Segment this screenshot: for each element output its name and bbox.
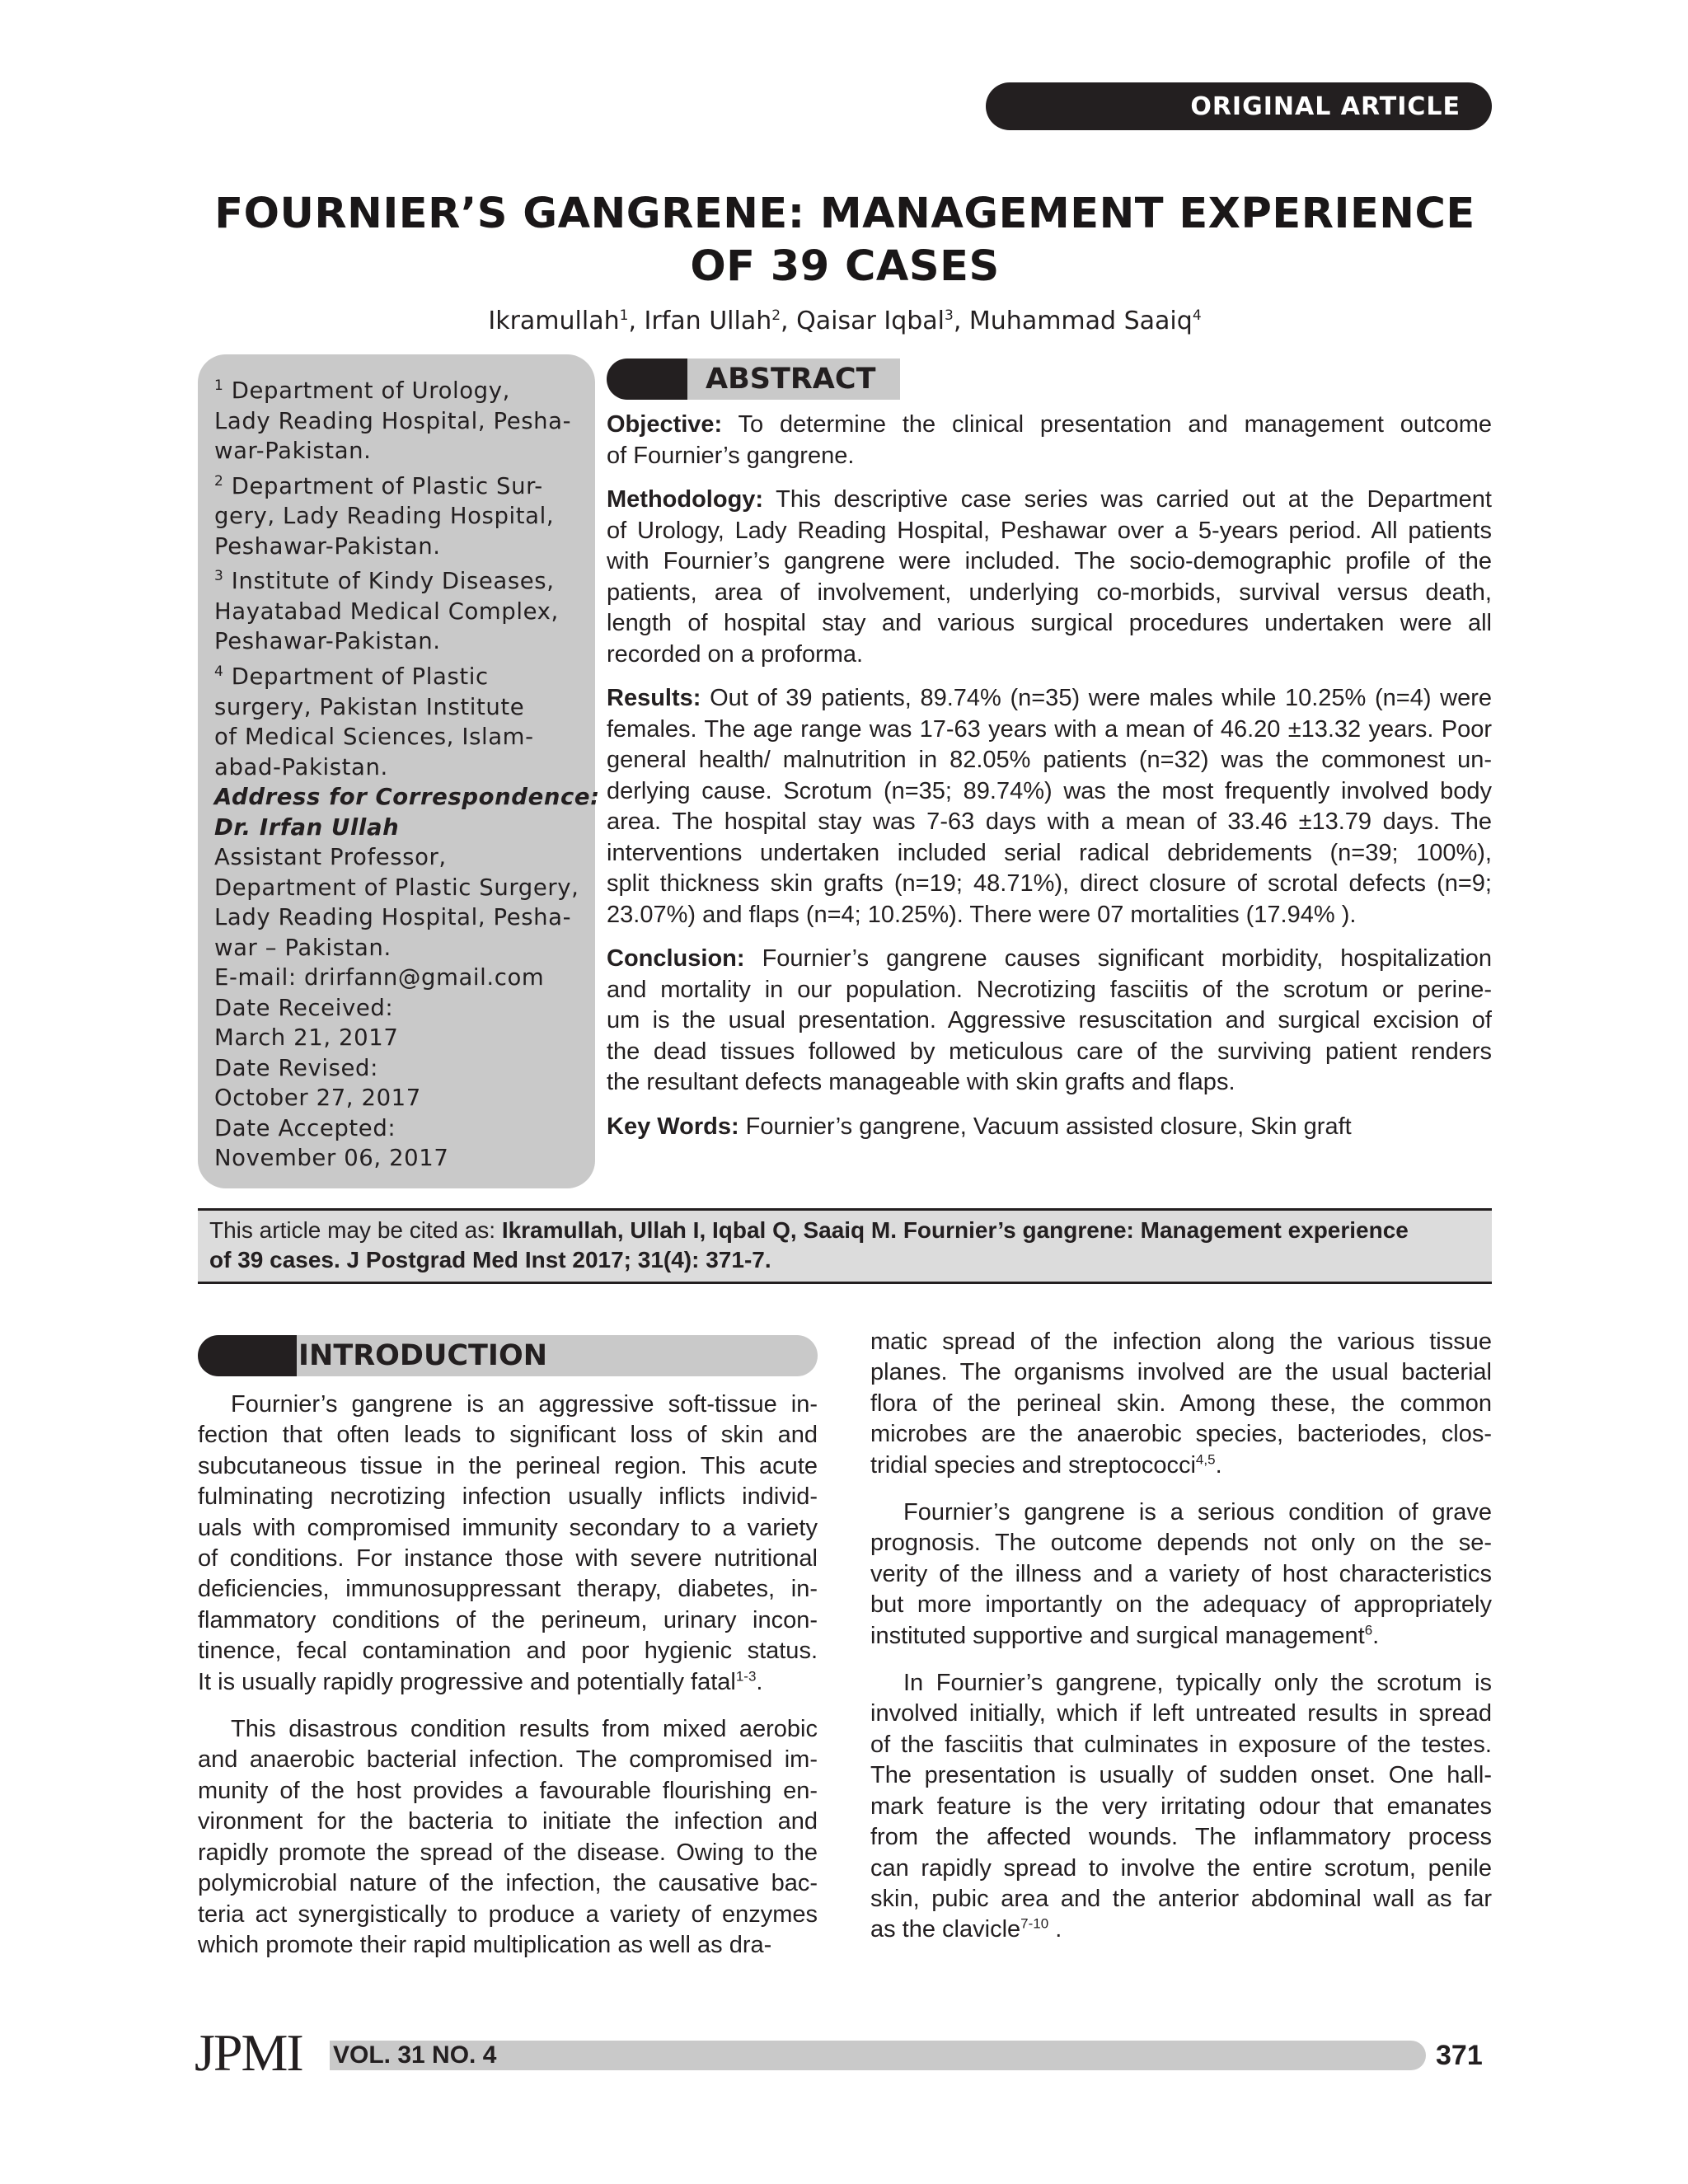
author-list: Ikramullah$^1$, Irfan Ullah$^2$, Qaisar Iqbal$^3$, Muhammad Saaiq$^4$ <box>488 307 1202 335</box>
body-paragraph: Fournier’s gangrene is a serious condition of grave prognosis. The outcome depends not only on the se- verity of the illness and a variety of host characteristics but more importantly on the adequacy of appropriately instituted supportive and surgical management$^6$. <box>870 1499 1492 1649</box>
correspondence-label: Address for Correspondence: <box>214 784 600 811</box>
body-column-right <box>870 1327 1492 1962</box>
abstract-body <box>607 410 1492 1155</box>
date-accepted: November 06, 2017 <box>214 1145 449 1172</box>
author-name: Muhammad Saaiq <box>968 307 1193 335</box>
affiliation-line: Lady Reading Hospital, Pesha- <box>214 407 572 434</box>
correspondence-line: Lady Reading Hospital, Pesha- <box>214 904 572 931</box>
correspondence-line: war – Pakistan. <box>214 934 392 961</box>
citation-box <box>198 1208 1492 1284</box>
correspondence-line: Department of Plastic Surgery, <box>214 874 579 901</box>
affiliation-line: war-Pakistan. <box>214 438 372 465</box>
title-line-1: FOURNIER’S GANGRENE: MANAGEMENT EXPERIENCE <box>214 190 1475 238</box>
affiliations-box <box>198 354 600 1188</box>
abstract-heading-label: ABSTRACT <box>706 363 876 396</box>
abstract-objective: Objective: To determine the clinical presentation and management outcome of Fournier’s gangrene. <box>607 411 1492 469</box>
date-revised: October 27, 2017 <box>214 1085 421 1112</box>
correspondence-email: E-mail: drirfann@gmail.com <box>214 964 545 991</box>
body-paragraph: Fournier’s gangrene is an aggressive soft-tissue in- fection that often leads to significant loss of skin and subcutaneous tissue in the perineal region. This acute fulminating necrotizing infection usually inflicts individ- uals with compromised immunity secondary to a variety of conditions. For instance those with severe nutritional deficiencies, immunosuppressant therapy, diabetes, in- flammatory conditions of the perineum, urinary incon- tinence, fecal contamination and poor hygienic status. It is usually rapidly progressive and potentially fatal$^{1-3}$. <box>198 1391 818 1695</box>
abstract-results: Results: Out of 39 patients, 89.74% (n=35) were males while 10.25% (n=4) were females. The age range was 17-63 years with a mean of 46.20 ±13.32 years. Poor general health/ malnutrition in 82.05% patients (n=32) was the commonest un- derlying cause. Scrotum (n=35; 89.74%) was the most frequently involved body area. The hospital stay was 7-63 days with a mean of 33.46 ±13.79 days. The interventions undertaken included serial radical debridements (n=39; 100%), split thickness skin grafts (n=19; 48.71%), direct closure of scrotal defects (n=9; 23.07%) and flaps (n=4; 10.25%). There were 07 mortalities (17.94% ). <box>607 685 1492 928</box>
abstract-methodology: Methodology: This descriptive case series was carried out at the Department of Urology, Lady Reading Hospital, Peshawar over a 5-years period. All patients with Fournier’s gangrene were included. The socio-demographic profile of the patients, area of involvement, underlying co-morbids, survival versus death, length of hospital stay and various surgical procedures undertaken were all recorded on a proforma. <box>607 486 1492 668</box>
affiliation-line: surgery, Pakistan Institute <box>214 693 525 720</box>
title-line-2: OF 39 CASES <box>690 242 1000 291</box>
affiliation-line: abad-Pakistan. <box>214 753 388 780</box>
abstract-heading <box>607 359 900 400</box>
date-revised-label: Date Revised: <box>214 1054 378 1081</box>
citation-prefix: This article may be cited as: <box>209 1217 502 1243</box>
author-name: Ikramullah <box>488 307 620 335</box>
author-name: Irfan Ullah <box>644 307 772 335</box>
citation-reference: 1-3 <box>735 1668 757 1684</box>
body-paragraph: In Fournier’s gangrene, typically only the scrotum is involved initially, which if left untreated results in spread of the fasciitis that culminates in exposure of the testes. The presentation is usually of sudden onset. One hall- mark feature is the very irritating odour that emanates from the affected wounds. The inflammatory process can rapidly spread to involve the entire scrotum, penile skin, pubic area and the anterior abdominal wall as far as the clavicle$^{7-10}$ . <box>870 1670 1492 1943</box>
citation-reference: 4,5 <box>1195 1451 1216 1467</box>
affiliation-line: gery, Lady Reading Hospital, <box>214 503 555 530</box>
abstract-conclusion: Conclusion: Fournier’s gangrene causes significant morbidity, hospitalization and mortality in our population. Necrotizing fasciitis of the scrotum or perine- um is the usual presentation. Aggressive resuscitation and surgical excision of the dead tissues followed by meticulous care of the surviving patient renders the resultant defects manageable with skin grafts and flaps. <box>607 945 1492 1095</box>
author-name: Qaisar Iqbal <box>796 307 945 335</box>
correspondence-line: Assistant Professor, <box>214 844 447 871</box>
citation-text: Ikramullah, Ullah I, Iqbal Q, Saaiq M. Fournier’s gangrene: Management experience <box>501 1217 1409 1243</box>
body-paragraph: This disastrous condition results from mixed aerobic and anaerobic bacterial infection. The compromised im- munity of the host provides a favourable flourishing en- vironment for the bacteria to initiate the infection and rapidly promote the spread of the disease. Owing to the polymicrobial nature of the infection, the causative bac- teria act synergistically to produce a variety of enzymes which promote their rapid multiplication as well as dra- <box>198 1716 818 1958</box>
date-received: March 21, 2017 <box>214 1024 399 1052</box>
citation-reference: 6 <box>1364 1622 1373 1638</box>
correspondence-name: Dr. Irfan Ullah <box>214 813 400 841</box>
affiliation-line: Peshawar-Pakistan. <box>214 628 441 655</box>
affiliation-line: $^2$ Department of Plastic Sur- <box>214 472 543 499</box>
affiliation-line: Peshawar-Pakistan. <box>214 532 441 560</box>
date-received-label: Date Received: <box>214 994 394 1021</box>
journal-logo: JPMI <box>195 2023 302 2082</box>
article-title <box>198 188 1492 293</box>
abstract-keywords: Key Words: Fournier’s gangrene, Vacuum assisted closure, Skin graft <box>607 1113 1352 1140</box>
introduction-heading <box>198 1335 818 1376</box>
introduction-heading-label: INTRODUCTION <box>298 1339 547 1372</box>
date-accepted-label: Date Accepted: <box>214 1114 396 1141</box>
article-type-badge: ORIGINAL ARTICLE <box>986 82 1492 130</box>
body-column-left <box>198 1390 818 1977</box>
affiliation-line: $^1$ Department of Urology, <box>214 377 510 405</box>
affiliation-line: $^4$ Department of Plastic <box>214 663 489 691</box>
footer-volume: VOL. 31 NO. 4 <box>333 2041 497 2069</box>
affiliation-line: $^3$ Institute of Kindy Diseases, <box>214 568 555 595</box>
affiliation-line: of Medical Sciences, Islam- <box>214 724 534 751</box>
body-paragraph: matic spread of the infection along the various tissue planes. The organisms involved are the usual bacterial flora of the perineal skin. Among these, the common microbes are the anaerobic species, bacteriodes, clos- tridial species and streptococci$^{4,5}$. <box>870 1329 1492 1479</box>
citation-text: of 39 cases. J Postgrad Med Inst 2017; 31(4): 371-7. <box>209 1247 771 1272</box>
citation-reference: 7-10 <box>1020 1915 1049 1932</box>
affiliation-line: Hayatabad Medical Complex, <box>214 598 559 625</box>
page-number: 371 <box>1436 2040 1483 2071</box>
